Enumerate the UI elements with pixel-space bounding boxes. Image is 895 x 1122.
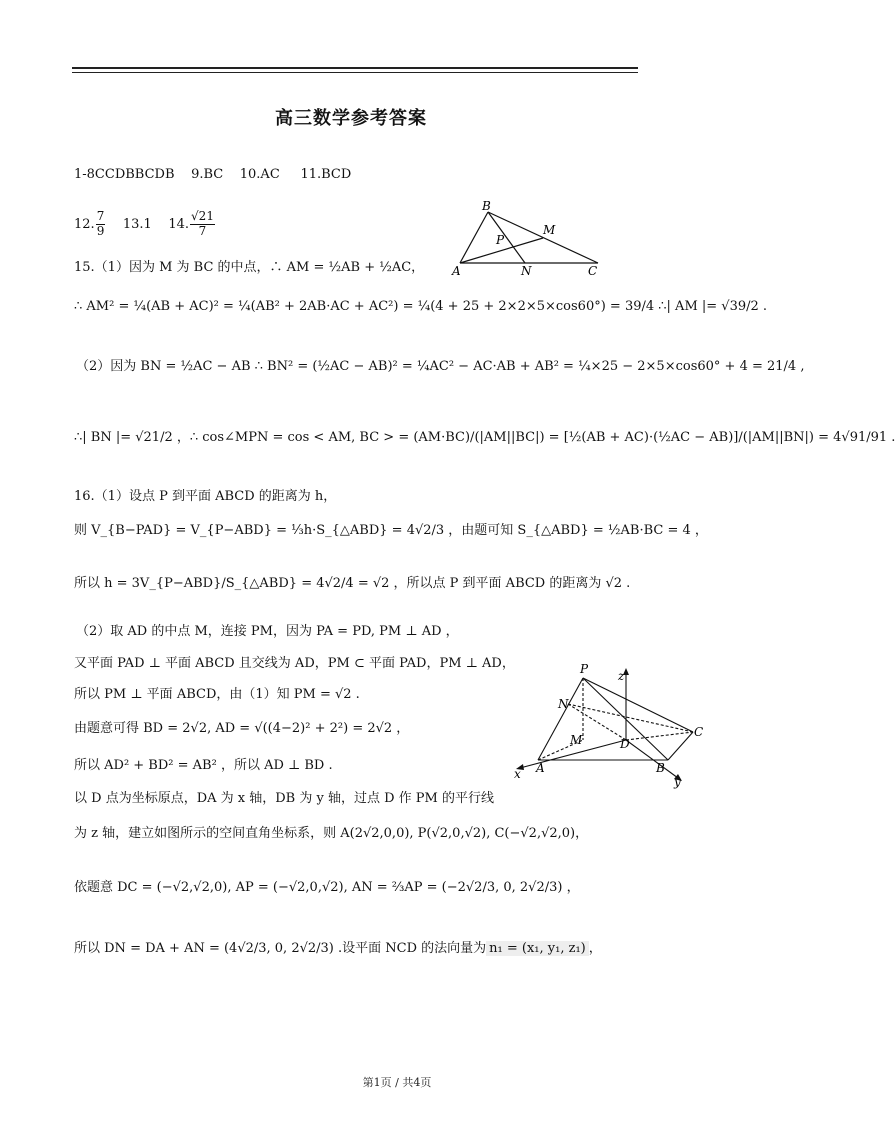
label-c: C	[588, 264, 598, 278]
q16-line-10: 为 z 轴，建立如图所示的空间直角坐标系，则 A(2√2,0,0), P(√2,0,√2), C(−√2,√2,0)，	[74, 826, 589, 841]
label-y: y	[674, 775, 681, 789]
edge-bc	[668, 732, 693, 760]
answer-12-label: 12.	[74, 216, 95, 232]
label-n: N	[558, 697, 569, 711]
answer-10: 10.AC	[239, 167, 280, 182]
answer-11: 11.BCD	[300, 167, 352, 182]
q15-line-2: ∴ AM² = ¼(AB + AC)² = ¼(AB² + 2AB·AC + AC²) = ¼(4 + 25 + 2×2×5×cos60°) = 39/4 ∴| AM |= √39/2 .	[74, 299, 768, 314]
answer-12-denominator: 9	[96, 223, 105, 238]
label-p: P	[496, 233, 505, 247]
segment-dc	[626, 732, 693, 740]
q16-line-4: （2）取 AD 的中点 M，连接 PM，因为 PA = PD, PM ⊥ AD ，	[76, 624, 459, 639]
label-m: M	[570, 733, 583, 747]
segment-bn	[488, 212, 525, 263]
q16-line-12-tail: ，	[588, 941, 602, 956]
answer-12-numerator: 7	[96, 209, 105, 223]
page-title: 高三数学参考答案	[275, 108, 427, 129]
normal-vector-highlight: n₁ = (x₁, y₁, z₁)	[486, 941, 589, 956]
label-a: A	[536, 761, 545, 775]
q15-line-4: ∴| BN |= √21/2 ，∴ cos∠MPN = cos < AM, BC > = (AM·BC)/(|AM||BC|) = [½(AB + AC)·(½AC − AB)]/(|AM||BN|) = 4√91/91 .	[74, 430, 895, 445]
label-m: M	[543, 223, 556, 237]
label-z: z	[618, 669, 625, 683]
segment-nc	[568, 704, 693, 732]
answer-key-line	[74, 167, 351, 182]
answer-9: 9.BC	[191, 167, 224, 182]
q16-line-12-text: 所以 DN = DA + AN = (4√2/3, 0, 2√2/3) .设平面 NCD 的法向量为	[74, 941, 487, 956]
answer-14-denominator: 7	[198, 223, 207, 238]
label-n: N	[521, 264, 532, 278]
q16-line-11: 依题意 DC = (−√2,√2,0), AP = (−√2,0,√2), AN = ⅔AP = (−2√2/3, 0, 2√2/3) ，	[74, 880, 580, 895]
page-footer: 第1页 / 共4页	[362, 1076, 432, 1089]
q16-line-9: 以 D 点为坐标原点，DA 为 x 轴，DB 为 y 轴，过点 D 作 PM 的平行线	[74, 791, 494, 806]
edge-pa	[538, 678, 583, 760]
pyramid-figure	[508, 660, 718, 788]
answer-14-numerator: √21	[191, 209, 214, 223]
header-rule-thick	[72, 67, 638, 69]
edge-bc	[488, 212, 598, 263]
label-a: A	[452, 264, 461, 278]
label-c: C	[694, 725, 704, 739]
q16-line-1: 16.（1）设点 P 到平面 ABCD 的距离为 h，	[74, 489, 337, 504]
answer-14-label: 14.	[168, 216, 190, 232]
triangle-figure	[448, 196, 608, 278]
label-x: x	[514, 767, 521, 781]
q16-line-8: 所以 AD² + BD² = AB² ，所以 AD ⊥ BD .	[74, 758, 333, 773]
answer-14-fraction	[190, 210, 215, 239]
q16-line-12	[74, 937, 602, 956]
answer-12-fraction	[96, 210, 106, 239]
q16-line-6: 所以 PM ⊥ 平面 ABCD，由（1）知 PM = √2 .	[74, 687, 360, 702]
q16-line-7: 由题意可得 BD = 2√2, AD = √((4−2)² + 2²) = 2√2 ，	[74, 721, 410, 736]
fill-answers-line	[74, 210, 216, 239]
header-rule-thin	[72, 72, 638, 73]
q16-line-5: 又平面 PAD ⊥ 平面 ABCD 且交线为 AD，PM ⊂ 平面 PAD，PM ⊥ AD，	[74, 656, 515, 671]
label-d: D	[620, 737, 630, 751]
y-axis	[626, 740, 678, 778]
q16-line-3: 所以 h = 3V_{P−ABD}/S_{△ABD} = 4√2/4 = √2 ，所以点 P 到平面 ABCD 的距离为 √2 .	[74, 576, 631, 591]
label-b: B	[482, 199, 491, 213]
label-b: B	[656, 761, 665, 775]
choice-answers: 1-8CCDBBCDB	[74, 167, 175, 182]
q15-line-1: 15.（1）因为 M 为 BC 的中点，∴ AM = ½AB + ½AC，	[74, 260, 425, 275]
answer-13: 13.1	[122, 216, 152, 232]
q15-line-3: （2）因为 BN = ½AC − AB ∴ BN² = (½AC − AB)² = ¼AC² − AC·AB + AB² = ¼×25 − 2×5×cos60° + 4 = 21/4 ,	[76, 359, 805, 374]
label-p: P	[580, 662, 589, 676]
q16-line-2: 则 V_{B−PAD} = V_{P−ABD} = ⅓h·S_{△ABD} = 4√2/3 ，由题可知 S_{△ABD} = ½AB·BC = 4 ，	[74, 523, 708, 538]
